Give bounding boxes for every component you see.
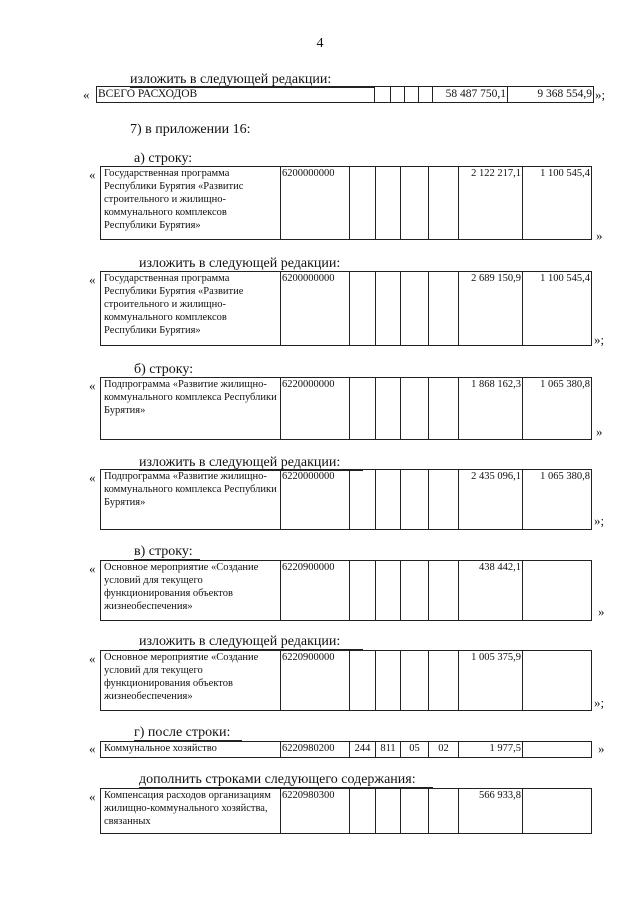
table-row — [101, 272, 592, 346]
row-value-1: 438 442,1 — [459, 561, 523, 621]
row-value-1: 1 977,5 — [459, 742, 523, 758]
row-name: Основное мероприятие «Создание условий для текущего функционирования объектов жизнеобеспечения» — [101, 561, 281, 621]
page-number: 4 — [316, 36, 324, 51]
heading-total: изложить в следующей редакции: — [130, 72, 375, 88]
table-row — [101, 651, 592, 711]
total-label: ВСЕГО РАСХОДОВ — [97, 87, 375, 103]
row-value-1: 2 689 150,9 — [459, 272, 523, 346]
row-cell: 811 — [376, 742, 401, 758]
block-table-c — [100, 560, 592, 621]
row-value-1: 1 005 375,9 — [459, 651, 523, 711]
total-value-2: 9 368 554,9 — [508, 87, 594, 103]
row-value-1: 566 933,8 — [459, 789, 523, 834]
close-quote: » — [596, 424, 603, 439]
close-quote: » — [598, 741, 605, 756]
row-name: Основное мероприятие «Создание условий для текущего функционирования объектов жизнеобеспечения» — [101, 651, 281, 711]
close-quote: »; — [595, 87, 606, 102]
row-code: 6220900000 — [281, 651, 350, 711]
table-row — [101, 789, 592, 834]
block-table-edit-b — [100, 469, 592, 530]
row-code: 6220000000 — [281, 378, 350, 440]
heading-d: г) после строки: — [134, 725, 242, 741]
cell — [391, 87, 405, 103]
appendix-title: 7) в приложении 16: — [130, 122, 251, 137]
heading-a: а) строку: — [134, 151, 196, 167]
heading-add: дополнить строками следующего содержания: — [139, 772, 433, 788]
row-code: 6200000000 — [281, 167, 350, 240]
row-value-2: 1 100 545,4 — [523, 167, 592, 240]
block-table-edit-c — [100, 650, 592, 711]
total-table — [96, 86, 594, 103]
close-quote: »; — [594, 513, 605, 528]
heading-edit-b: изложить в следующей редакции: — [139, 455, 363, 471]
row-value-2: 1 065 380,8 — [523, 470, 592, 530]
row-code: 6220980200 — [281, 742, 350, 758]
row-value-2: 1 065 380,8 — [523, 378, 592, 440]
after-table — [100, 741, 592, 758]
row-name: Компенсация расходов организациям жилищно-коммунального хозяйства, связанных — [101, 789, 281, 834]
block-table-b — [100, 377, 592, 440]
row-cell: 02 — [429, 742, 459, 758]
cell — [419, 87, 433, 103]
row-cell: 05 — [401, 742, 429, 758]
open-quote: « — [89, 378, 96, 393]
table-row — [97, 87, 594, 103]
open-quote: « — [89, 272, 96, 287]
open-quote: « — [89, 167, 96, 182]
open-quote: « — [89, 651, 96, 666]
row-code: 6220900000 — [281, 561, 350, 621]
add-table — [100, 788, 592, 834]
close-quote: »; — [594, 695, 605, 710]
row-value-2 — [523, 789, 592, 834]
row-value-1: 2 435 096,1 — [459, 470, 523, 530]
cell — [405, 87, 419, 103]
row-code: 6200000000 — [281, 272, 350, 346]
total-value-1: 58 487 750,1 — [433, 87, 508, 103]
block-table-edit-a — [100, 271, 592, 346]
table-row — [101, 378, 592, 440]
table-row — [101, 561, 592, 621]
open-quote: « — [89, 789, 96, 804]
row-cell: 244 — [350, 742, 376, 758]
row-name: Государственная программа Республики Бурятия «Развитис строительного и жилищно-коммунального комплексов Республики Бурятия» — [101, 167, 281, 240]
row-name: Подпрограмма «Развитие жилищно-коммунального комплекса Республики Бурятия» — [101, 470, 281, 530]
table-row — [101, 167, 592, 240]
row-name: Государственная программа Республики Бурятия «Развитие строительного и жилищно-коммунального комплексов Республики Бурятия» — [101, 272, 281, 346]
block-table-a — [100, 166, 592, 240]
row-value-2 — [523, 742, 592, 758]
table-row — [101, 470, 592, 530]
heading-c: в) строку: — [134, 544, 200, 560]
heading-b: б) строку: — [134, 362, 200, 378]
open-quote: « — [89, 470, 96, 485]
close-quote: »; — [594, 332, 605, 347]
heading-edit-a: изложить в следующей редакции: — [139, 256, 363, 272]
close-quote: » — [598, 604, 605, 619]
close-quote: » — [596, 228, 603, 243]
row-value-2 — [523, 561, 592, 621]
table-row — [101, 742, 592, 758]
row-value-1: 1 868 162,3 — [459, 378, 523, 440]
row-value-2 — [523, 651, 592, 711]
heading-edit-c: изложить в следующей редакции: — [139, 634, 363, 650]
row-value-1: 2 122 217,1 — [459, 167, 523, 240]
row-name: Коммунальное хозяйство — [101, 742, 281, 758]
open-quote: « — [89, 741, 96, 756]
cell — [375, 87, 391, 103]
row-name: Подпрограмма «Развитие жилищно-коммунального комплекса Республики Бурятия» — [101, 378, 281, 440]
row-code: 6220980300 — [281, 789, 350, 834]
row-code: 6220000000 — [281, 470, 350, 530]
row-value-2: 1 100 545,4 — [523, 272, 592, 346]
open-quote: « — [89, 561, 96, 576]
open-quote: « — [83, 87, 90, 102]
